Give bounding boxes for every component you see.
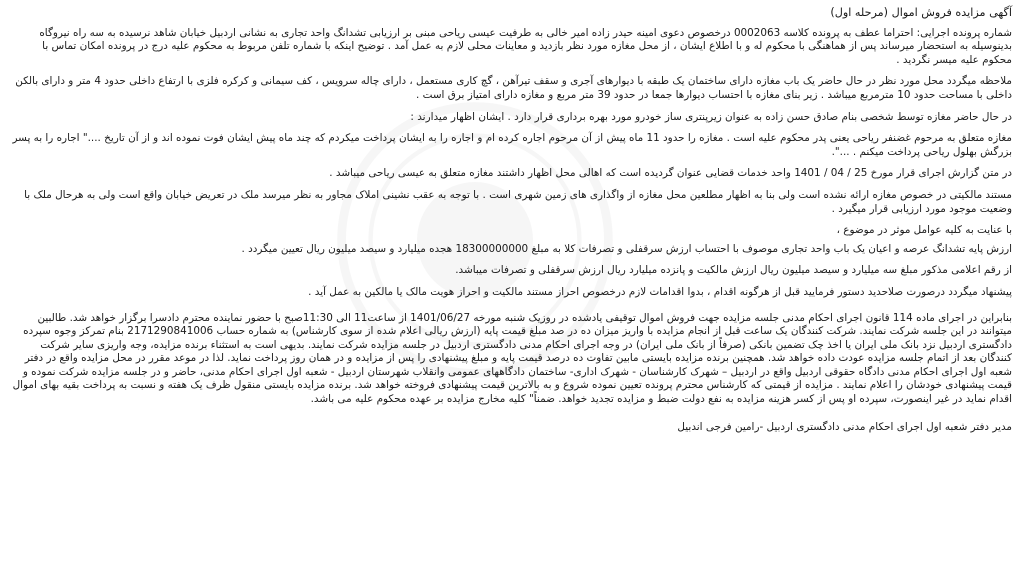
page-title: آگهی مزایده فروش اموال (مرحله اول): [830, 6, 1012, 19]
auction-notice: [10, 6, 1012, 576]
ownership-paragraph: مستند مالکیتی در خصوص مغازه ارائه نشده است ولی بنا به اظهار مطلعین محل مغازه از واگذاری های زمین شهری است . با توجه به عقب نشینی املاک مجاور به نظر میرسد ملک در تعریض خیابان واقع است ولی به هرحال ملک با وضعیت موجود مورد ارزیابی قرار میگیرد .: [24, 188, 1012, 215]
signature-line: مدیر دفتر شعبه اول اجرای احکام مدنی دادگستری اردبیل -رامین فرجی اندبیل: [677, 420, 1012, 433]
tenant-statement-paragraph: مغازه متعلق به مرحوم غضنفر ریاحی یعنی پدر محکوم علیه است . مغازه را حدود 11 ماه پیش از آن مرحوم اجاره کرده ام و اجاره را به ایشان پرداخت میکردم که چند ماه پیش ایشان فوت نموده اند و از آن تاریخ ...." اجاره را به پسر بزرگش بهلول ریاحی پرداخت میکنم . ...".: [12, 132, 1012, 158]
base-value-paragraph: ارزش پایه تشدانگ عرصه و اعیان یک باب واحد تجاری موصوف با احتساب ارزش سرقفلی و تصرفات کلا به مبلغ 18300000000 هجده میلیارد و سیصد میلیون ریال تعیین میگردد .: [241, 242, 1012, 255]
factors-paragraph: با عنایت به کلیه عوامل موثر در موضوع ،: [836, 224, 1012, 237]
report-paragraph: در متن گزارش اجرای قرار مورخ 25 / 04 / 1401 واحد خدمات قضایی عنوان گردیده است که اهالی محل اظهار داشتند مغازه متعلق به عیسی ریاحی میباشد .: [329, 167, 1012, 180]
auction-terms-paragraph: بنابراین در اجرای ماده 114 قانون اجرای احکام مدنی جلسه مزایده جهت فروش اموال توقیفی یادشده در روزیک شنبه مورخه 1401/06/27 از ساعت11 الی 11:30صبح با حضور نماینده محترم دادسرا برگزار خواهد شد. طالبین میتوانند در این جلسه شرکت نمایند. شرکت کنندگان یک ساعت قبل از انجام مزایده با واریز میزان ده در صد مبلغ قیمت پایه (ارزش ریالی اعلام شده از سوی کارشناس) به شماره حساب 2171290841006 بنام تمرکز وجوه سپرده دادگستری اردبیل نزد بانک ملی ایران یا اخذ چک تضمین بانکی (صرفاً از بانک ملی ایران) در وجه اجرای احکام مدنی دادگستری اردبیل در جلسه مزایده شرکت نمایند. بدیهی است به استثناء برنده مزایده، وجه واریزی سایر شرکت کنندگان بعد از اتمام جلسه مزایده عودت داده خواهد شد. همچنین برنده مزایده بایستی مابین تفاوت ده درصد قیمت پایه و مبلغ پیشنهادی را پس از مزایده و در همان روز پرداخت نماید. لذا در موعد مقرر در محل مزایده واقع در دفتر شعبه اول اجرای احکام مدنی دادگاه حقوقی اردبیل واقع در اردبیل – شهرک کارشناسان - شهرک اداری- ساختمان دادگاههای عمومی وانقلاب شهرستان اردبیل - شعبه اول اجرای احکام مدنی، حاضر و در جلسه مزایده شرکت نموده و قیمت پیشنهادی خودشان را اعلام نمایند . مزایده از قیمتی که کارشناس محترم پرونده تعیین نموده شروع و به بالاترین قیمت پیشنهادی فروخته خواهد شد. برنده مزایده بایستی منقول ظرف یک هفته و نسبت به پرداخت بقیه بهای اموال اقدام نماید در غیر اینصورت، سپرده او پس از کسر هزینه مزایده به نفع دولت ضبط و مزایده تجدید خواهد. ضمناً" کلیه مخارج مزایده بر عهده محکوم علیه می باشد.: [12, 311, 1012, 406]
recommendation-paragraph: پیشنهاد میگردد درصورت صلاحدید دستور فرمایید قبل از هرگونه اقدام ، بدوا اقدامات لازم درخصوص احراز مستند مالکیت و احراز هویت مالک یا مالکین به عمل آید .: [308, 285, 1012, 298]
occupant-paragraph: در حال حاضر مغازه توسط شخصی بنام صادق حسن زاده به عنوان زیرپنتری ساز خودرو مورد بهره برداری قرار دارد . ایشان اظهار میدارند :: [410, 110, 1012, 123]
case-intro-paragraph: شماره پرونده اجرایی: احتراما عطف به پرونده کلاسه 0002063 درخصوص دعوی امینه حیدر زاده امیر خالی به طرفیت عیسی ریاحی مبنی بر ارزیابی تشدانگ واحد تجاری به نشانی اردبیل خیابان شاهد نرسیده به سه راه نیروگاه بدینوسیله به استحضار میرساند پس از هماهنگی با محکوم له و با اطلاع ایشان ، از محل مغازه مورد نظر بازدید و معاینات محلی لازم به عمل آمد . توضیح اینکه با شماره تلفن مربوط به محکوم علیه درج در پرونده امکان تماس با محکوم علیه میسر نگردید .: [39, 26, 1012, 66]
property-description-paragraph: ملاحظه میگردد محل مورد نظر در حال حاضر یک باب مغازه دارای ساختمان یک طبقه با دیوارهای آجری و سقف تیرآهن ، گچ کاری مستعمل ، دارای چاله سرویس ، کف سیمانی و کرکره فلزی با ارتفاع داخلی حدود 4 متر و دارای بالکن داخلی با مساحت حدود 10 مترمربع میباشد . زیر بنای مغازه با احتساب دیوارها جمعا در حدود 39 متر مربع و مغازه دارای امتیاز برق است .: [15, 75, 1012, 101]
value-breakdown-paragraph: از رقم اعلامی مذکور مبلغ سه میلیارد و سیصد میلیون ریال ارزش مالکیت و پانزده میلیارد ریال ارزش سرقفلی و تصرفات میباشد.: [455, 264, 1012, 277]
